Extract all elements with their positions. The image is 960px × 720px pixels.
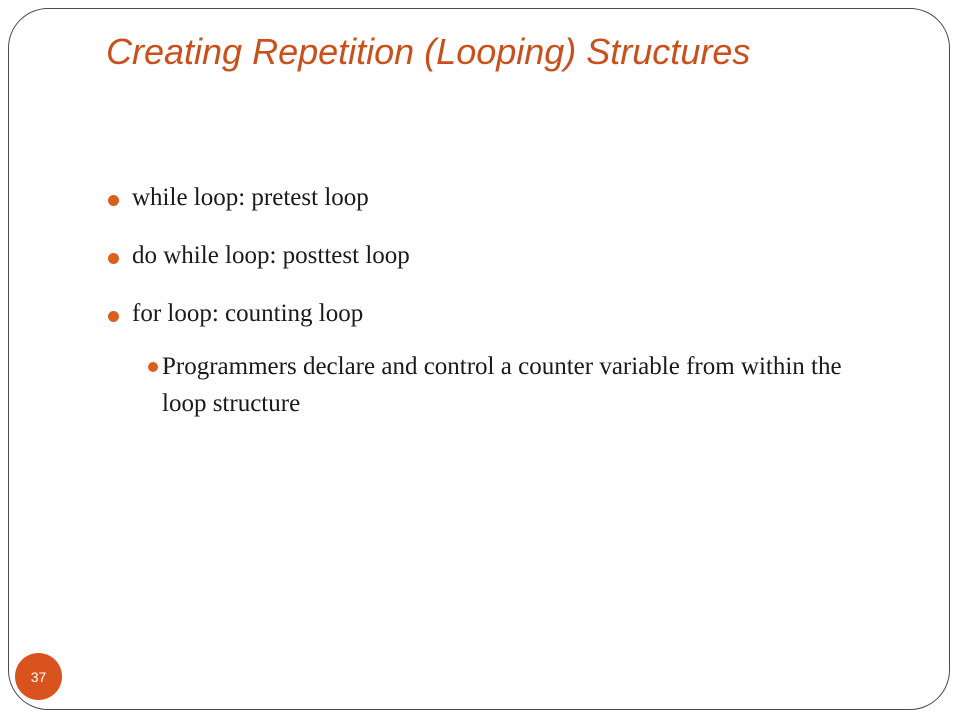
sub-bullet-text: Programmers declare and control a counter variable from within the loop structure <box>162 353 842 417</box>
bullet-text: do while loop: posttest loop <box>132 242 410 269</box>
bullet-item <box>106 182 886 214</box>
bullet-dot-icon <box>108 311 119 322</box>
bullet-text: for loop: counting loop <box>132 300 364 327</box>
page-number-badge <box>15 653 62 700</box>
bullet-item <box>106 298 886 422</box>
bullet-dot-icon <box>108 253 119 264</box>
sub-bullet-list <box>132 348 886 422</box>
slide-title: Creating Repetition (Looping) Structures <box>106 31 751 72</box>
page-number: 37 <box>30 668 47 685</box>
sub-bullet-item <box>132 348 886 422</box>
bullet-item <box>106 240 886 272</box>
bullet-list <box>106 182 886 448</box>
bullet-dot-icon <box>108 195 119 206</box>
sub-bullet-dot-icon <box>148 362 158 372</box>
bullet-text: while loop: pretest loop <box>132 184 369 211</box>
